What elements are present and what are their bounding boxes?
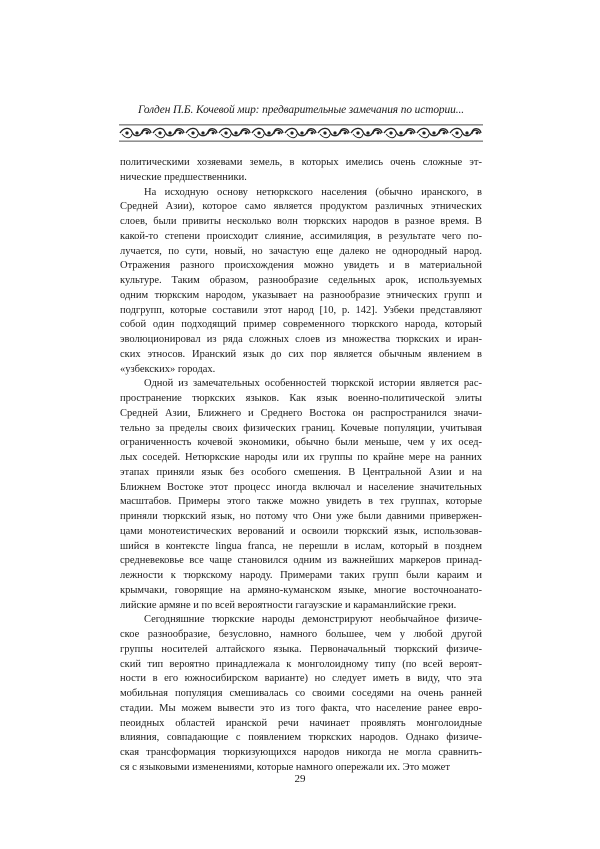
paragraph	[120, 186, 482, 378]
paragraph	[120, 156, 482, 186]
text-line: одним тюркским народом, указывает на разнообразие этнических групп и	[120, 289, 482, 301]
text-line: пространение тюркских языков. Как язык военно-политической элиты	[120, 393, 482, 404]
text-line: ся с языковыми изменениями, которые намного опережали их. Это может	[120, 761, 450, 773]
text-line: пеоидных областей иранской речи начинает проявлять монголоидные	[120, 717, 482, 729]
header-author: Голден П.Б.	[138, 104, 194, 116]
text-line: Отражения разного происхождения можно увидеть и в материальной	[120, 260, 482, 272]
text-line: крымчаки, говорящие на армяно-куманском языке, многие восточноанато-	[120, 584, 482, 596]
text-line: политическими хозяевами земель, в которых имелись очень сложные эт-	[120, 157, 482, 168]
body-text	[120, 156, 482, 776]
text-line: ское разнообразие, безусловно, намного большее, чем у любой другой	[120, 629, 482, 640]
text-line: этапах приняли язык без особого смешения. В Центральной Азии и на	[120, 466, 482, 478]
text-line: ская трансформация тюркизующихся народов никогда не могла сравнить-	[120, 747, 482, 758]
text-line: цами монотеистических верований и освоили тюркский язык, использовав-	[120, 525, 482, 537]
text-line: культуре. Таким образом, разнообразие седельных арок, используемых	[120, 275, 482, 286]
text-line: Ближнем Востоке этот процесс иногда включал и население значительных	[120, 481, 482, 493]
text-line: собой один подходящий пример современного тюркского народа, который	[120, 319, 482, 331]
text-line: мобильная популяция смешивалась со своими соседями на очень ранней	[120, 688, 482, 699]
text-line: тельно за пределы своих физических границ. Кочевые популяции, учитывая	[120, 422, 482, 434]
text-line: ский тип вероятно принадлежала к монголоидному типу (по всей вероят-	[120, 658, 482, 670]
text-line: ских этносов. Иранский язык до сих пор является обычным явлением в	[120, 348, 482, 360]
text-line: нические предшественники.	[120, 171, 247, 183]
text-line: слоев, были привиты несколько волн тюркских народов в разное время. В	[120, 216, 482, 227]
text-line: лежности к тюркскому народу. Примерами таких групп были караим и	[120, 570, 482, 581]
text-line: Сегодняшние тюркские народы демонстрируют необычайное физиче-	[144, 614, 482, 626]
text-line: ограниченность кочевой экономики, обычно были меньше, чем у их осед-	[120, 437, 482, 449]
text-line: шийся в контексте lingua franca, не перешли в ислам, который в позднем	[120, 540, 482, 552]
text-line: эволюционировал из ряда сложных слоев из множества тюркских и иран-	[120, 334, 482, 345]
text-line: лучается, по сути, новый, но зачастую еще далеко не однородный народ.	[120, 245, 482, 257]
text-line: средневековье все чаще становился одним из важнейших маркеров принад-	[120, 555, 482, 567]
running-header	[120, 104, 482, 116]
text-line: лых соседей. Нетюркские народы или их группы по крайне мере на ранних	[120, 452, 482, 463]
text-line: Одной из замечательных особенностей тюркской истории является рас-	[144, 378, 482, 390]
text-line: Средней Азии, Ближнего и Среднего Востока он распространился значи-	[120, 407, 482, 419]
text-line: приняли тюркский язык, но потому что Они уже были давними привержен-	[120, 511, 482, 522]
text-line: группы носителей алтайского языка. Первоначальный тюркский физиче-	[120, 643, 482, 655]
text-line: влияния, совпадающие с появлением тюркских народов. Однако физиче-	[120, 732, 482, 744]
text-line: масштабов. Примеры этого также можно увидеть в тех группах, которые	[120, 496, 482, 508]
page-number: 29	[294, 773, 306, 785]
text-line: подгрупп, которые составили этот народ [10, p. 142]. Узбеки представляют	[120, 304, 482, 316]
paragraph	[120, 377, 482, 613]
text-line: На исходную основу нетюркского населения (обычно иранского, в	[144, 186, 482, 198]
text-line: какой-то степени происходит слияние, ассимиляция, в результате чего по-	[120, 230, 482, 242]
paragraph	[120, 613, 482, 775]
decorative-ornament-border	[119, 124, 483, 142]
text-line: Средней Азии), которое само является продуктом различных этнических	[120, 201, 482, 213]
text-line: ности в его южносибирском варианте) но следует иметь в виду, что эта	[120, 673, 482, 685]
text-line: лийские армяне и по всей вероятности гагаузские и караманлийские греки.	[120, 599, 457, 611]
header-title: Кочевой мир: предварительные замечания по истории...	[196, 104, 464, 116]
text-line: «узбекских» городах.	[120, 363, 216, 375]
text-line: стадии. Мы можем вывести это из того факта, что население ранее евро-	[120, 702, 482, 714]
